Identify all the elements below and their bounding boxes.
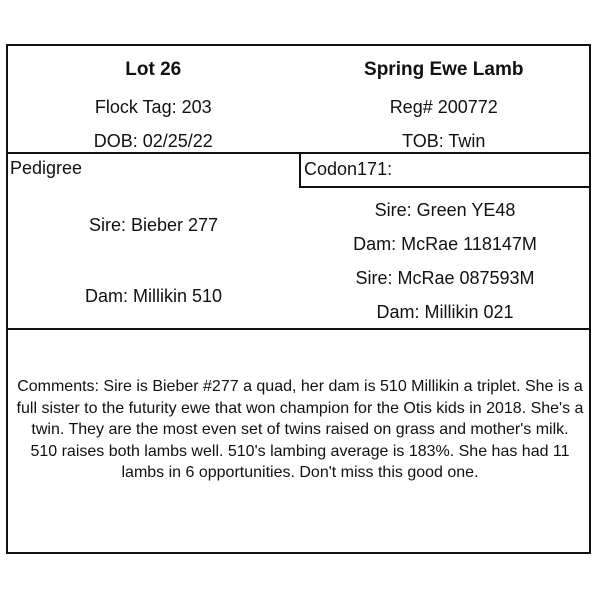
lot-header [8,46,589,154]
lot-info [8,46,299,158]
dam-dam: Dam: Millikin 021 [376,302,514,322]
dam-sire: Sire: McRae 087593M [355,268,535,288]
codon-label: Codon171: [304,159,393,179]
lot-card [6,44,591,554]
registration-number: Reg# 200772 [389,97,498,117]
pedigree-label: Pedigree [10,158,83,178]
flock-tag: Flock Tag: 203 [94,97,212,117]
comments-text: Comments: Sire is Bieber #277 a quad, her dam is 510 Millikin a triplet. She is a full sister to the futurity ewe that won champion for the Otis kids in 2018. She's a twin. They are the most even set of twins raised on grass and mother's milk. 510 raises both lambs well. 510's lambing average is 183%. She has had 11 lambs in 6 opportunities. Don't miss this good one. [16,378,584,481]
sire-sire: Sire: Green YE48 [374,200,516,220]
sire: Sire: Bieber 277 [88,215,219,235]
animal-title: Spring Ewe Lamb [364,59,524,80]
lot-title: Lot 26 [125,59,182,80]
type-of-birth: TOB: Twin [402,131,486,151]
dam: Dam: Millikin 510 [84,286,223,306]
animal-info [299,46,590,158]
date-of-birth: DOB: 02/25/22 [93,131,213,151]
codon-box [299,154,591,188]
sire-dam: Dam: McRae 118147M [353,234,537,254]
pedigree-section [8,154,589,330]
